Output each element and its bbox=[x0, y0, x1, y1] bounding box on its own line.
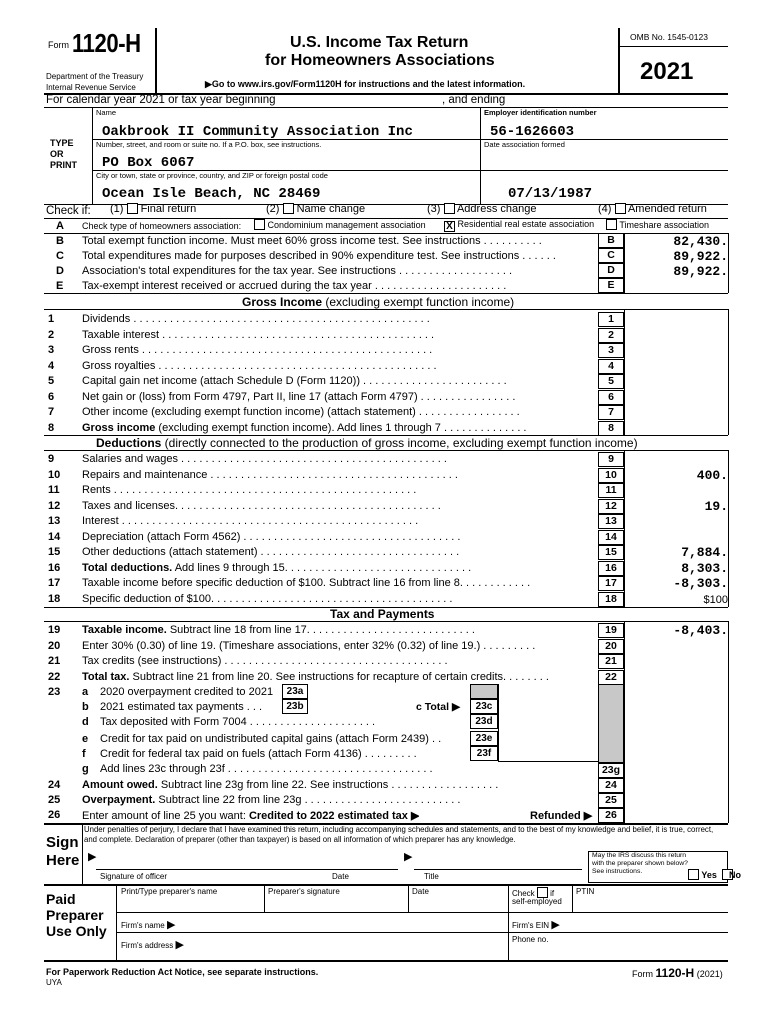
preparer-label: Preparer bbox=[46, 907, 104, 923]
paid-label: Paid bbox=[46, 891, 76, 907]
check-name-change[interactable]: (2) Name change bbox=[266, 203, 366, 215]
discuss-yes[interactable]: Yes bbox=[688, 869, 717, 880]
line-number: 16 bbox=[48, 561, 61, 574]
amount-b[interactable]: 82,430. bbox=[673, 234, 728, 249]
line-box-label: 4 bbox=[598, 359, 624, 374]
type-condominium[interactable]: Condominium management association bbox=[254, 219, 426, 230]
self-employed-check[interactable]: Check if bbox=[512, 889, 555, 898]
check-if-label: Check if: bbox=[46, 205, 91, 217]
line-box-label: 17 bbox=[598, 576, 624, 591]
tax-year: 2021 bbox=[640, 58, 694, 85]
line-number: 8 bbox=[48, 421, 55, 434]
line-number: 7 bbox=[48, 406, 55, 418]
amount-field[interactable]: 7,884. bbox=[681, 545, 728, 560]
amount-d[interactable]: 89,922. bbox=[673, 264, 728, 279]
firm-address-label: Firm's address ▶ bbox=[121, 939, 184, 951]
dept-line2: Internal Revenue Service bbox=[46, 83, 136, 92]
line-number: 3 bbox=[48, 344, 55, 356]
line-number: 20 bbox=[48, 639, 61, 652]
form-title-line1: U.S. Income Tax Return bbox=[290, 34, 469, 51]
line-box-label: 8 bbox=[598, 421, 624, 436]
line-box-label: 3 bbox=[598, 343, 624, 358]
line-description: Dividends . . . . . . . . . . . . . . . . . . . . . . . . . . . . . . . . . . . . . . . . . . . . . . . . . bbox=[82, 313, 430, 325]
line-box-label: 14 bbox=[598, 530, 624, 545]
line-box-label: 18 bbox=[598, 592, 624, 607]
line-box-label: 2 bbox=[598, 328, 624, 343]
street-address[interactable]: PO Box 6067 bbox=[102, 155, 195, 171]
line-number: 13 bbox=[48, 515, 61, 527]
amount-field[interactable]: 400. bbox=[696, 467, 728, 483]
amount-field[interactable]: 8,303. bbox=[681, 560, 728, 576]
line-box-label: 15 bbox=[598, 545, 624, 560]
line-number: 10 bbox=[48, 468, 61, 481]
amount-field[interactable]: $100 bbox=[703, 593, 728, 606]
paperwork-notice: For Paperwork Reduction Act Notice, see separate instructions. bbox=[46, 967, 319, 977]
line-box-label: 16 bbox=[598, 561, 624, 576]
line-description: Rents . . . . . . . . . . . . . . . . . . . . . . . . . . . . . . . . . . . . . . . . . . . . . . . . . . bbox=[82, 484, 417, 496]
city-state-zip[interactable]: Ocean Isle Beach, NC 28469 bbox=[102, 186, 321, 202]
address-label: Number, street, and room or suite no. If a P.O. box, see instructions. bbox=[96, 140, 322, 149]
line-number: 4 bbox=[48, 359, 55, 372]
line-number: 6 bbox=[48, 390, 55, 403]
line-description: Gross rents . . . . . . . . . . . . . . . . . . . . . . . . . . . . . . . . . . . . . . . . . . . . . . . . bbox=[82, 344, 433, 356]
line-number: 19 bbox=[48, 624, 61, 636]
line-box-label: 7 bbox=[598, 405, 624, 420]
preparer-signature-label: Preparer's signature bbox=[268, 887, 340, 896]
line-number: 22 bbox=[48, 670, 61, 683]
line-description: Tax credits (see instructions) . . . . . . . . . . . . . . . . . . . . . . . . . . . . . . . . . . . . . bbox=[82, 655, 448, 667]
form-number: 1120-H bbox=[72, 28, 141, 58]
ending-text: , and ending bbox=[442, 94, 506, 106]
check-address-change[interactable]: (3) Address change bbox=[427, 203, 537, 215]
footer-form-id: Form 1120-H (2021) bbox=[632, 966, 723, 980]
line-box-label: 20 bbox=[598, 639, 624, 654]
association-name[interactable]: Oakbrook II Community Association Inc bbox=[102, 124, 413, 140]
officer-signature-label: Signature of officer bbox=[100, 872, 168, 881]
goto-instructions: ▶Go to www.irs.gov/Form1120H for instructions and the latest information. bbox=[205, 79, 526, 89]
line-box-label: 22 bbox=[598, 670, 624, 685]
line-box-label: 11 bbox=[598, 483, 624, 498]
tax-payments-heading: Tax and Payments bbox=[330, 607, 435, 621]
line-description: Other deductions (attach statement) . . . . . . . . . . . . . . . . . . . . . . . . . . . . . . . . . bbox=[82, 546, 460, 558]
line-number: 18 bbox=[48, 592, 61, 605]
type-residential[interactable]: X Residential real estate association bbox=[444, 219, 594, 232]
line-description: Specific deduction of $100. . . . . . . . . . . . . . . . . . . . . . . . . . . . . . . . . . . . . . . . bbox=[82, 592, 453, 605]
discuss-no[interactable]: No bbox=[722, 869, 741, 880]
line-description: Total deductions. Add lines 9 through 15. . . . . . . . . . . . . . . . . . . . . . . . . . . . . . . bbox=[82, 561, 472, 574]
line-box-label: 6 bbox=[598, 390, 624, 405]
line-description: Other income (excluding exempt function income) (attach statement) . . . . . . . . . . . . . . . . . bbox=[82, 406, 520, 418]
box-23b[interactable]: 23b bbox=[282, 699, 308, 714]
line-description: Taxable interest . . . . . . . . . . . . . . . . . . . . . . . . . . . . . . . . . . . . . . . . . . . . . bbox=[82, 328, 435, 341]
line-number: 15 bbox=[48, 546, 61, 558]
phone-label: Phone no. bbox=[512, 935, 549, 944]
ein-label: Employer identification number bbox=[484, 108, 597, 117]
line-box-label: 19 bbox=[598, 623, 624, 638]
line-description: Gross royalties . . . . . . . . . . . . . . . . . . . . . . . . . . . . . . . . . . . . . . . . . . . . . . bbox=[82, 359, 437, 372]
footer-code: UYA bbox=[46, 978, 62, 987]
use-only-label: Use Only bbox=[46, 923, 107, 939]
amount-field[interactable]: -8,403. bbox=[673, 623, 728, 638]
line-description: Taxable income before specific deduction of $100. Subtract line 16 from line 8. . . . . . . . . . . . bbox=[82, 577, 531, 589]
box-23d[interactable]: 23d bbox=[470, 714, 498, 729]
line-description: Salaries and wages . . . . . . . . . . . . . . . . . . . . . . . . . . . . . . . . . . . . . . . . . . . . bbox=[82, 453, 447, 465]
line-box-label: 21 bbox=[598, 654, 624, 669]
line-description: Enter 30% (0.30) of line 19. (Timeshare associations, enter 32% (0.32) of line 19.) . . . . . . . . . bbox=[82, 639, 536, 652]
penalty-statement: Under penalties of perjury, I declare that I have examined this return, including accompanying schedules and statements, and to the best of my knowledge and belief, it is true, correct, and complete. Declaration of preparer (other than taxpayer) is based on all information of which preparer has any knowledge. bbox=[84, 825, 714, 844]
line-number: 1 bbox=[48, 313, 55, 325]
amount-field[interactable]: -8,303. bbox=[673, 576, 728, 591]
type-label: Check type of homeowners association: bbox=[82, 221, 242, 231]
preparer-name-label: Print/Type preparer's name bbox=[121, 887, 218, 896]
check-amended-return[interactable]: (4) Amended return bbox=[598, 203, 707, 215]
line-description: Taxable income. Subtract line 18 from line 17. . . . . . . . . . . . . . . . . . . . . . . . . . . . bbox=[82, 624, 475, 636]
firm-name-label: Firm's name ▶ bbox=[121, 919, 176, 931]
name-label: Name bbox=[96, 108, 117, 117]
line-box-label: 13 bbox=[598, 514, 624, 529]
firm-ein-label: Firm's EIN ▶ bbox=[512, 919, 560, 931]
box-23a[interactable]: 23a bbox=[282, 684, 308, 699]
type-label: TYPE OR PRINT bbox=[50, 138, 77, 170]
line-box-label: 9 bbox=[598, 452, 624, 467]
line-description: Depreciation (attach Form 4562) . . . . . . . . . . . . . . . . . . . . . . . . . . . . . . . . . . . . bbox=[82, 530, 461, 543]
line-number: 21 bbox=[48, 655, 61, 667]
line-number: 2 bbox=[48, 328, 55, 341]
box-23g[interactable]: 23g bbox=[598, 763, 624, 778]
omb-number: OMB No. 1545-0123 bbox=[630, 32, 708, 42]
line-number: 12 bbox=[48, 499, 61, 512]
line-box-label: 5 bbox=[598, 374, 624, 389]
ein-value[interactable]: 56-1626603 bbox=[490, 124, 575, 140]
line-description: Gross income (excluding exempt function income). Add lines 1 through 7 . . . . . . . . . . . . . . bbox=[82, 421, 527, 434]
line-number: 11 bbox=[48, 484, 60, 496]
dept-line1: Department of the Treasury bbox=[46, 72, 144, 81]
ptin-label: PTIN bbox=[576, 887, 595, 896]
line-number: 17 bbox=[48, 577, 61, 589]
line-number: 9 bbox=[48, 453, 55, 465]
deductions-heading: Deductions (directly connected to the production of gross income, excluding exempt function income) bbox=[96, 436, 638, 450]
title-label: Title bbox=[424, 872, 439, 881]
sign-label: Sign bbox=[46, 834, 79, 851]
irs-discuss-text: May the IRS discuss this return with the preparer shown below? See instructions. bbox=[592, 852, 688, 875]
line-description: Taxes and licenses. . . . . . . . . . . . . . . . . . . . . . . . . . . . . . . . . . . . . . . . . . . . bbox=[82, 499, 441, 512]
form-title-line2: for Homeowners Associations bbox=[265, 52, 495, 69]
city-label: City or town, state or province, country, and ZIP or foreign postal code bbox=[96, 171, 328, 180]
check-final-return[interactable]: (1) Final return bbox=[110, 203, 197, 215]
preparer-date-label: Date bbox=[412, 887, 429, 896]
line-description: Total tax. Subtract line 21 from line 20. See instructions for recapture of certain credits. . . . . . . . bbox=[82, 670, 549, 683]
line-box-label: 12 bbox=[598, 499, 624, 514]
line-description: Net gain or (loss) from Form 4797, Part II, line 17 (attach Form 4797) . . . . . . . . . . . . . . . . bbox=[82, 390, 516, 403]
amount-field[interactable]: 19. bbox=[704, 498, 728, 514]
box-23f[interactable]: 23f bbox=[470, 746, 498, 761]
type-timeshare[interactable]: Timeshare association bbox=[606, 219, 709, 230]
line-description: Interest . . . . . . . . . . . . . . . . . . . . . . . . . . . . . . . . . . . . . . . . . . . . . . . . . bbox=[82, 515, 419, 527]
line-box-label: 1 bbox=[598, 312, 624, 327]
sign-date-label: Date bbox=[332, 872, 349, 881]
line-number: 14 bbox=[48, 530, 61, 543]
calendar-year-text: For calendar year 2021 or tax year beginning bbox=[46, 94, 276, 106]
line-a-letter: A bbox=[56, 220, 64, 232]
gross-income-heading: Gross Income (excluding exempt function income) bbox=[242, 295, 515, 309]
form-word: Form bbox=[48, 40, 69, 50]
box-23e[interactable]: 23e bbox=[470, 731, 498, 746]
box-23c[interactable]: 23c bbox=[470, 699, 498, 714]
amount-c[interactable]: 89,922. bbox=[673, 249, 728, 264]
line-number: 5 bbox=[48, 375, 55, 387]
here-label: Here bbox=[46, 852, 80, 869]
line-description: Capital gain net income (attach Schedule D (Form 1120)) . . . . . . . . . . . . . . . . . . . . . . . . bbox=[82, 375, 507, 387]
date-formed-label: Date association formed bbox=[484, 140, 565, 149]
line-box-label: 10 bbox=[598, 468, 624, 483]
line-description: Repairs and maintenance . . . . . . . . . . . . . . . . . . . . . . . . . . . . . . . . . . . . . . . . . bbox=[82, 468, 458, 481]
self-employed-label: self-employed bbox=[512, 897, 562, 906]
date-formed-value[interactable]: 07/13/1987 bbox=[508, 186, 593, 202]
